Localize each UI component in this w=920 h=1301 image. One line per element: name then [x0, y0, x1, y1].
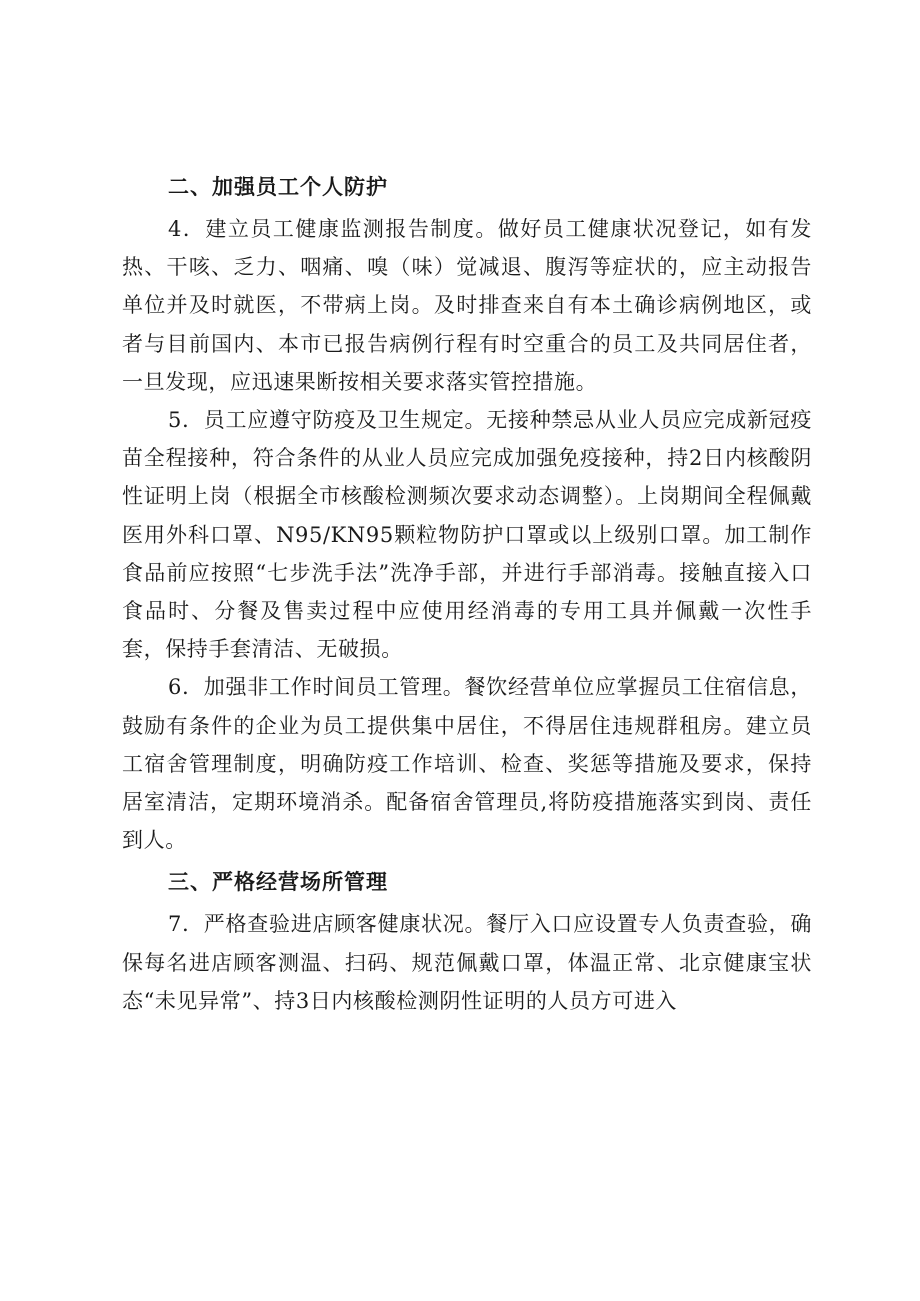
- paragraph-hygiene-rules: 5．员工应遵守防疫及卫生规定。无接种禁忌从业人员应完成新冠疫苗全程接种，符合条件的从业人员应完成加强免疫接种，持2日内核酸阴性证明上岗（根据全市核酸检测频次要求动态调整）。上岗期间全程佩戴医用外科口罩、N95/KN95颗粒物防护口罩或以上级别口罩。加工制作食品前应按照“七步洗手法”洗净手部，并进行手部消毒。接触直接入口食品时、分餐及售卖过程中应使用经消毒的专用工具并佩戴一次性手套，保持手套清洁、无破损。: [122, 408, 812, 662]
- section-heading-employee-protection: 二、加强员工个人防护: [168, 175, 388, 199]
- paragraph-off-duty-management: 6．加强非工作时间员工管理。餐饮经营单位应掌握员工住宿信息，鼓励有条件的企业为员工提供集中居住，不得居住违规群租房。建立员工宿舍管理制度，明确防疫工作培训、检查、奖惩等措施及要求，保持居室清洁，定期环境消杀。配备宿舍管理员,将防疫措施落实到岗、责任到人。: [122, 675, 812, 853]
- paragraph-health-monitoring: 4．建立员工健康监测报告制度。做好员工健康状况登记，如有发热、干咳、乏力、咽痛、嗅（味）觉减退、腹泻等症状的，应主动报告单位并及时就医，不带病上岗。及时排查来自有本土确诊病例地区，或者与目前国内、本市已报告病例行程有时空重合的员工及共同居住者，一旦发现，应迅速果断按相关要求落实管控措施。: [122, 217, 812, 394]
- paragraph-customer-screening: 7．严格查验进店顾客健康状况。餐厅入口应设置专人负责查验，确保每名进店顾客测温、扫码、规范佩戴口罩，体温正常、北京健康宝状态“未见异常”、持3日内核酸检测阴性证明的人员方可进入: [122, 912, 812, 1013]
- section-heading-premises-management: 三、严格经营场所管理: [168, 870, 388, 895]
- document-body: [122, 164, 812, 1020]
